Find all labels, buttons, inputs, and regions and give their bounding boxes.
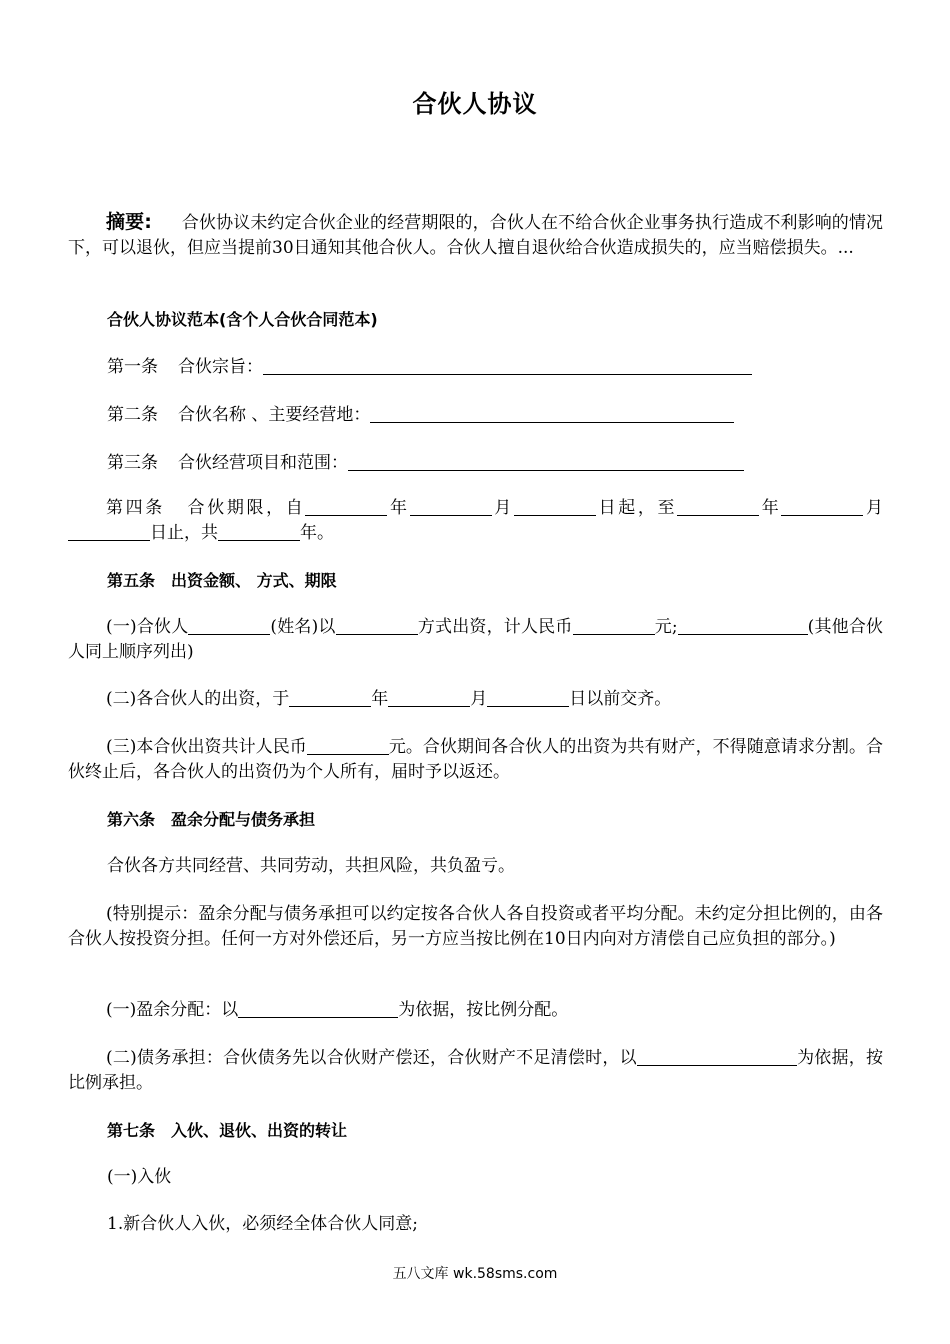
item-text: (三)本合伙出资共计人民币 (106, 737, 307, 757)
month-label: 月 (491, 498, 514, 518)
item-text: (二)各合伙人的出资，于 (106, 689, 290, 709)
abstract-text: 合伙协议未约定合伙企业的经营期限的，合伙人在不给合伙企业事务执行造成不利影响的情况下，可以退伙，但应当提前30日通知其他合伙人。合伙人擅自退伙给合伙造成损失的，应当赔偿损失。... (68, 213, 883, 258)
item-text: (二)债务承担：合伙债务先以合伙财产偿还，合伙财产不足清偿时，以 (106, 1048, 637, 1068)
blank (68, 522, 150, 541)
article-1-number: 第一条 (107, 357, 158, 377)
blank (188, 616, 270, 635)
article-6-item-2 (68, 1046, 883, 1096)
article-4-text: 合伙期限，自 (184, 498, 306, 518)
blank (677, 497, 759, 516)
year-label: 年 (387, 498, 410, 518)
item-text: 日以前交齐。 (569, 689, 672, 709)
article-6-paragraph: 合伙各方共同经营、共同劳动，共担风险，共负盈亏。 (107, 856, 515, 876)
article-6-tip: (特别提示：盈余分配与债务承担可以约定按各合伙人各自投资或者平均分配。未约定分担比例的，由各合伙人按投资分担。任何一方对外偿还后，另一方应当按比例在10日内向对方清偿自己应负担的部分。) (68, 904, 883, 949)
item-text: (姓名)以 (270, 617, 336, 637)
item-text: 为依据，按比例分配。 (398, 1000, 569, 1020)
blank (637, 1047, 797, 1066)
article-6-heading: 第六条 盈余分配与债务承担 (107, 810, 316, 829)
blank (514, 497, 596, 516)
blank (678, 616, 808, 635)
item-text: (一)盈余分配：以 (106, 1000, 239, 1020)
article-4 (68, 496, 883, 546)
item-text: (其他合伙人同上顺序列出) (68, 617, 884, 662)
article-5-heading: 第五条 出资金额、 方式、期限 (107, 571, 337, 590)
article-3 (107, 451, 883, 476)
document-subtitle: 合伙人协议范本(含个人合伙合同范本) (107, 310, 378, 329)
item-text: (一)合伙人 (106, 617, 189, 637)
month-label: 月 (863, 498, 884, 518)
article-1 (107, 355, 883, 380)
article-7-item-1: (一)入伙 (107, 1167, 172, 1187)
article-5-item-3 (68, 735, 883, 785)
article-7-heading: 第七条 入伙、退伙、出资的转让 (107, 1121, 348, 1140)
article-5-item-2 (68, 687, 883, 712)
page-footer: 五八文库 wk.58sms.com (392, 1266, 558, 1282)
article-7-item-1-1: 1.新合伙人入伙，必须经全体合伙人同意; (107, 1214, 418, 1234)
article-1-blank (263, 356, 752, 375)
day-end-label: 日止，共 (150, 523, 218, 543)
article-2 (107, 403, 883, 428)
blank (410, 497, 492, 516)
article-2-number: 第二条 (107, 405, 158, 425)
year-label: 年 (759, 498, 782, 518)
article-3-blank (348, 452, 744, 471)
article-3-number: 第三条 (107, 453, 158, 473)
abstract-paragraph (68, 210, 883, 261)
day-from-label: 日起，至 (595, 498, 678, 518)
item-text: 元。合伙期间各合伙人的出资为共有财产，不得随意请求分割。合伙终止后，各合伙人的出资仍为个人所有，届时予以返还。 (68, 737, 884, 782)
article-4-number: 第四条 (106, 498, 165, 518)
blank (573, 616, 655, 635)
article-6-item-1 (68, 998, 883, 1023)
blank (289, 688, 371, 707)
blank (781, 497, 863, 516)
blank (388, 688, 470, 707)
article-3-label: 合伙经营项目和范围： (178, 453, 348, 473)
blank (487, 688, 569, 707)
document-title: 合伙人协议 (412, 90, 538, 118)
blank (336, 616, 418, 635)
blank (238, 999, 398, 1018)
blank (218, 522, 300, 541)
article-2-blank (370, 404, 734, 423)
article-5-item-1 (68, 615, 883, 665)
blank (307, 736, 389, 755)
year-label: 年 (371, 689, 389, 709)
abstract-label: 摘要: (106, 211, 152, 233)
item-text: 为依据，按比例承担。 (68, 1048, 884, 1093)
item-text: 元; (654, 617, 678, 637)
month-label: 月 (470, 689, 488, 709)
article-2-label: 合伙名称 、主要经营地： (178, 405, 371, 425)
blank (305, 497, 387, 516)
article-1-label: 合伙宗旨： (178, 357, 263, 377)
item-text: 方式出资，计人民币 (417, 617, 573, 637)
years-end-label: 年。 (300, 523, 334, 543)
